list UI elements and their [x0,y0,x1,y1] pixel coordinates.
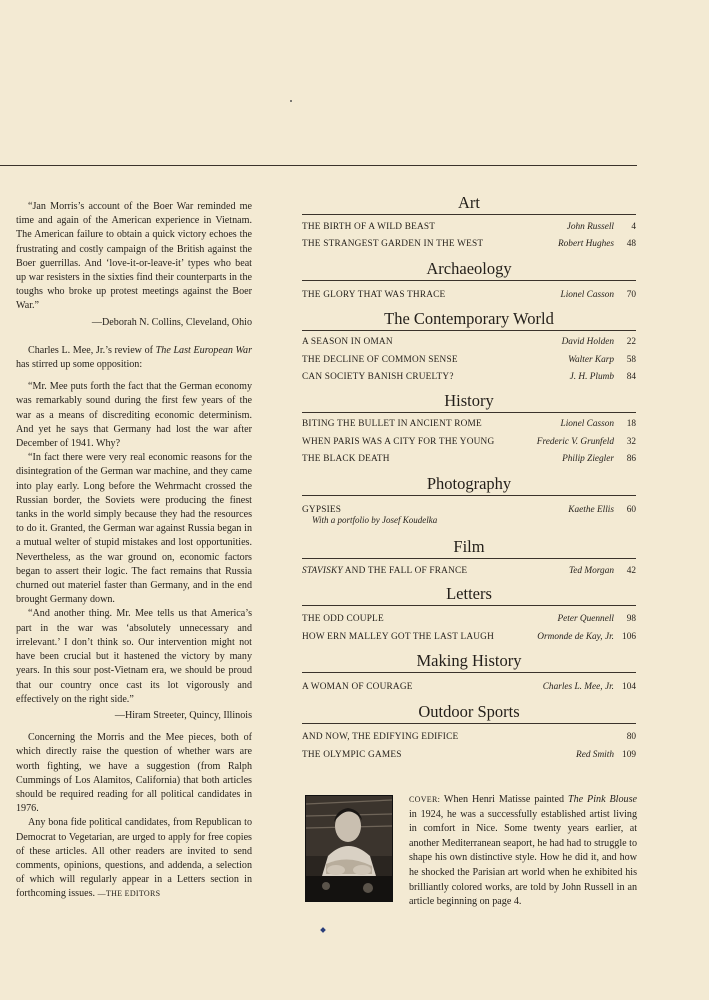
toc-entry[interactable]: THE STRANGEST GARDEN IN THE WEST Robert Hughes 48 [302,239,636,250]
toc-entry[interactable]: THE BLACK DEATH Philip Ziegler 86 [302,454,636,465]
letter-paragraph: “Mr. Mee puts forth the fact that the German economy was remarkably sound during the first few years of the war as a means of discrediting economic determinism. And yet he says that Germany had lost the war after December of 1941. Why? [16,381,252,450]
section-heading-archaeology: Archaeology [302,259,636,281]
book-title: The Last European War [155,344,253,356]
toc-entry[interactable]: A SEASON IN OMAN David Holden 22 [302,337,636,348]
section-heading-film: Film [302,537,636,559]
toc-entry[interactable]: AND NOW, THE EDIFYING EDIFICE 80 [302,732,636,743]
letter-paragraph: “Jan Morris’s account of the Boer War reminded me time and again of the American experience in Vietnam. The American failure to obtain a quick victory echoes the frustrating and costly campaign of the British against the Boer guerrillas. And ‘love-it-or-leave-it’ types who beat up war resisters in the sixties find their counterparts in the toughs who broke up protest meetings against the Boer War.” [16,201,252,312]
section-heading-outdoor-sports: Outdoor Sports [302,702,636,724]
top-rule [0,165,637,166]
section-heading-history: History [302,391,636,413]
toc-entry[interactable]: THE ODD COUPLE Peter Quennell 98 [302,614,636,625]
section-heading-contemporary: The Contemporary World [302,309,636,331]
toc-entry[interactable]: STAVISKY AND THE FALL OF FRANCE Ted Morgan 42 [302,565,636,576]
toc-entry[interactable]: A WOMAN OF COURAGE Charles L. Mee, Jr. 104 [302,682,636,693]
editors-note: Concerning the Morris and the Mee pieces, both of which directly raise the question of whether wars are worth fighting, we have a suggestion (from Ralph Cummings of Los Alamitos, California) that both articles should be required reading for all political candidates in 1976. [16,732,252,815]
painting-title: The Pink Blouse [567,794,637,805]
toc-entry[interactable]: THE BIRTH OF A WILD BEAST John Russell 4 [302,222,636,232]
letter-signature: —Hiram Streeter, Quincy, Illinois [114,709,252,721]
section-heading-art: Art [302,193,636,215]
editors-note: Any bona fide political candidates, from Republican to Democrat to Vegetarian, are urged to apply for free copies of these articles. All other readers are invited to send comments, opinions, questions, and addenda, a selection of which will regularly appear in a Letters section in forthcoming issues. —THE EDITORS [16,817,252,900]
section-heading-photography: Photography [302,474,636,496]
cover-painting-thumbnail[interactable] [305,795,393,902]
toc-entry[interactable]: THE GLORY THAT WAS THRACE Lionel Casson 70 [302,289,636,300]
letter-signature: —Deborah N. Collins, Cleveland, Ohio [91,316,252,328]
print-speck [320,927,326,933]
toc-entry[interactable]: BITING THE BULLET IN ANCIENT ROME Lionel Casson 18 [302,419,636,430]
letter-paragraph: “And another thing. Mr. Mee tells us that America’s part in the war was ‘absolutely unnecessary and irrelevant.’ I don’t think so. Our intervention might not have been crucial but it hastened the victory by many years. In this sour post-Vietnam era, we should be proud that our country once cast its lot vigorously and effectively on the right side.” [16,608,252,705]
letters-column [16,200,252,902]
toc-entry[interactable]: THE OLYMPIC GAMES Red Smith 109 [302,749,636,760]
toc-entry[interactable]: WHEN PARIS WAS A CITY FOR THE YOUNG Frederic V. Grunfeld 32 [302,436,636,447]
table-of-contents [302,193,636,764]
toc-entry-subtitle: With a portfolio by Josef Koudelka [312,514,438,525]
letter-intro: Charles L. Mee, Jr.’s review of The Last European War has stirred up some opposition: [16,344,253,371]
toc-entry[interactable]: HOW ERN MALLEY GOT THE LAST LAUGH Ormonde de Kay, Jr. 106 [302,631,636,642]
print-speck [290,100,292,102]
toc-entry[interactable]: THE DECLINE OF COMMON SENSE Walter Karp 58 [302,354,636,365]
toc-entry[interactable]: GYPSIES Kaethe Ellis 60 [302,504,636,515]
editors-signature: —THE EDITORS [97,889,161,899]
woman-portrait-illustration [306,796,392,901]
section-heading-letters: Letters [302,584,636,606]
letter-paragraph: “In fact there were very real economic reasons for the disintegration of the German war machine, and they came into play early. Long before the Wehrmacht crossed the Russian border, the Soviets were producing the finest tanks in the world simply because they had the resources to do it. Granted, the German war against Russia began in a mutual welter of stupid mistakes and lost opportunities. Nevertheless, as the war ground on, economic factors began to assert their logic. The fact remains that Russia churned out materiel faster than Germany, and in the end brought Germany down. [16,452,252,606]
cover-caption: COVER: When Henri Matisse painted The Pink Blouse in 1924, he was a successfully established artist living in comfort in Nice. Some twenty years earlier, at another Mediterranean seaport, he had had to struggle to shape his own distinctive style. How he did it, and how he shocked the Parisian art world when he exhibited his brilliantly colored works, are told by John Russell in an article beginning on page 4. [409,794,637,908]
section-heading-making-history: Making History [302,651,636,673]
toc-entry[interactable]: CAN SOCIETY BANISH CRUELTY? J. H. Plumb 84 [302,371,636,382]
